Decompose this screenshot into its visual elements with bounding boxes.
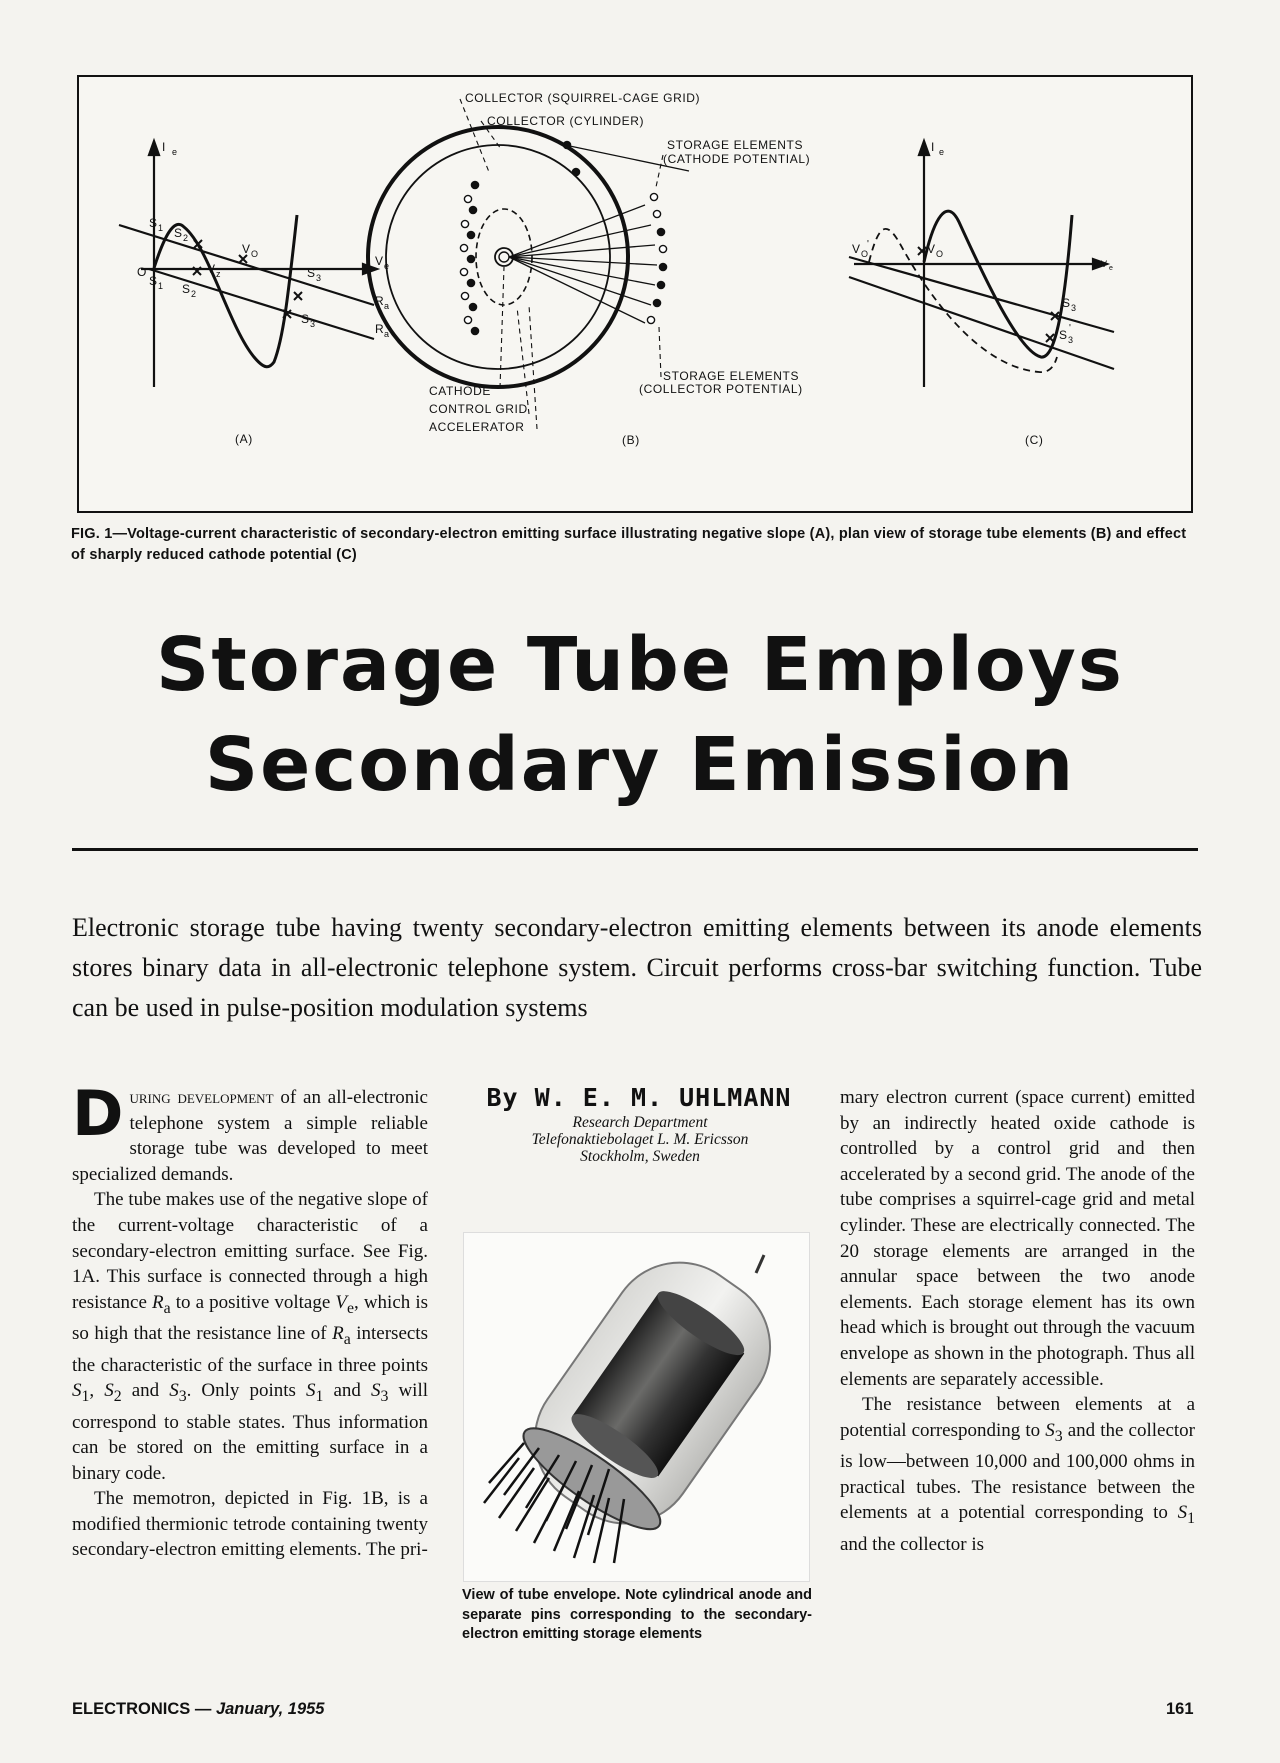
svg-text:S: S [1059,328,1068,342]
svg-text:V: V [852,242,861,256]
svg-text:O: O [936,249,944,259]
svg-text:V: V [375,254,384,268]
svg-text:S: S [182,282,191,296]
svg-text:a: a [384,301,390,311]
svg-text:O: O [251,249,259,259]
col3-paragraph-1: mary electron current (space current) emitted by an indirectly heated oxide cathode is controlled by a control grid and then accelerated by a second grid. The anode of the tube comprises a squirrel-cage grid and metal cylinder. These are electrically connected. The 20 storage elements are arranged in the annular space between the two anode elements. Each storage element has its own head which is brought out through the vacuum envelope as shown in the photograph. Thus all elements are separately accessible. [840,1087,1195,1390]
panel-c-labels [852,140,1114,447]
panel-a-labels [137,140,390,446]
figure-1 [77,75,1193,513]
control-grid-label: CONTROL GRID [429,402,528,416]
col1-paragraph-2: The tube makes use of the negative slope of the current-voltage characteristic of a secondary-electron emitting surface. See Fig. 1A. This surface is connected through a high resistance $R_a$ to a positive voltage $V_e$, which is so high that the resistance line of $R_a$ intersects the characteristic of the surface in three points $S_1$, $S_2$ and $S_3$. Only points $S_1$ and $S_3$ will correspond to stable states. Thus information can be stored on the emitting surface in a binary code. [72,1189,429,1484]
article-title [70,615,1210,815]
svg-text:1: 1 [158,223,164,233]
svg-text:3: 3 [1068,335,1074,345]
svg-text:V: V [242,242,251,256]
article-deck: Electronic storage tube having twenty secondary-electron emitting elements between its anode elements stores binary data in all-electronic telephone system. Circuit performs cross-bar switching function. Tube can be used in pulse-position modulation systems [72,913,1202,1022]
svg-text:3: 3 [1071,303,1077,313]
svg-text:S: S [1062,296,1071,310]
storage-collector-label: STORAGE ELEMENTS [663,369,800,383]
collector-grid-label: COLLECTOR (SQUIRREL-CAGE GRID) [465,91,701,105]
svg-text:(COLLECTOR POTENTIAL): (COLLECTOR POTENTIAL) [639,382,803,396]
svg-text:e: e [172,147,178,157]
svg-text:V: V [207,262,216,276]
drop-cap: D [72,1077,124,1150]
photo-caption: View of tube envelope. Note cylindrical anode and separate pins corresponding to the secondary-electron emitting storage elements [462,1587,812,1642]
accelerator-label: ACCELERATOR [429,420,525,434]
storage-elements [460,141,666,334]
tube-photo [463,1232,810,1582]
svg-text:3: 3 [316,273,322,283]
svg-text:(CATHODE POTENTIAL): (CATHODE POTENTIAL) [663,152,811,166]
svg-text:1: 1 [158,281,164,291]
svg-text:2: 2 [183,233,189,243]
svg-text:S: S [307,266,316,280]
svg-text:R: R [375,322,385,336]
figure-caption: FIG. 1—Voltage-current characteristic of secondary-electron emitting surface illustrating negative slope (A), plan view of storage tube elements (B) and effect of sharply reduced cathode potential (C) [71,526,1187,563]
svg-text:S: S [301,312,310,326]
svg-text:I: I [931,140,935,154]
figure-1-drawing [79,77,1191,511]
footer-journal: ELECTRONICS — January, 1955 [72,1700,325,1718]
storage-cathode-label: STORAGE ELEMENTS [667,138,804,152]
title-rule [72,848,1198,851]
affiliation: Research Department Telefonaktiebolaget L. M. Ericsson Stockholm, Sweden [531,1114,749,1165]
title-line-1: Storage Tube Employs [156,622,1124,708]
column-1 [72,1077,429,1563]
svg-text:': ' [867,239,870,250]
svg-text:a: a [384,329,390,339]
ie-label-a: I [162,140,166,154]
svg-text:': ' [1069,323,1072,334]
column-3 [840,1085,1195,1557]
svg-text:e: e [1109,265,1114,272]
col3-paragraph-2: The resistance between elements at a potential corresponding to $S_3$ and the collector is low—between 10,000 and 100,000 ohms in practical tubes. The resistance between the elements at a potential corresponding to $S_1$ and the collector is [840,1394,1195,1555]
svg-text:2: 2 [191,289,197,299]
svg-text:S: S [149,274,158,288]
svg-text:3: 3 [310,319,316,329]
svg-text:R: R [375,294,385,308]
panel-b-labels [429,91,810,447]
panel-b-label: (B) [622,433,640,447]
col1-paragraph-1: During development of an all-electronic telephone system a simple reliable storage tube was developed to meet specialized demands. [72,1077,428,1185]
title-line-2: Secondary Emission [204,722,1076,808]
svg-text:e: e [384,261,390,271]
svg-text:O: O [137,265,147,279]
svg-text:S: S [174,226,183,240]
svg-text:e: e [939,147,945,157]
panel-c-label: (C) [1025,433,1044,447]
panel-a-label: (A) [235,432,253,446]
cathode-label: CATHODE [429,384,491,398]
byline: By W. E. M. UHLMANN [486,1083,792,1112]
page-number: 161 [1166,1700,1194,1718]
tube-photo-drawing [464,1233,809,1581]
svg-text:V: V [927,242,936,256]
svg-text:O: O [861,249,869,259]
svg-text:S: S [149,216,158,230]
col1-paragraph-3: The memotron, depicted in Fig. 1B, is a modified thermionic tetrode containing twenty secondary-electron emitting elements. The pri- [72,1488,428,1561]
collector-cylinder-label: COLLECTOR (CYLINDER) [487,114,645,128]
svg-text:V: V [1101,259,1108,269]
svg-text:z: z [216,269,222,279]
